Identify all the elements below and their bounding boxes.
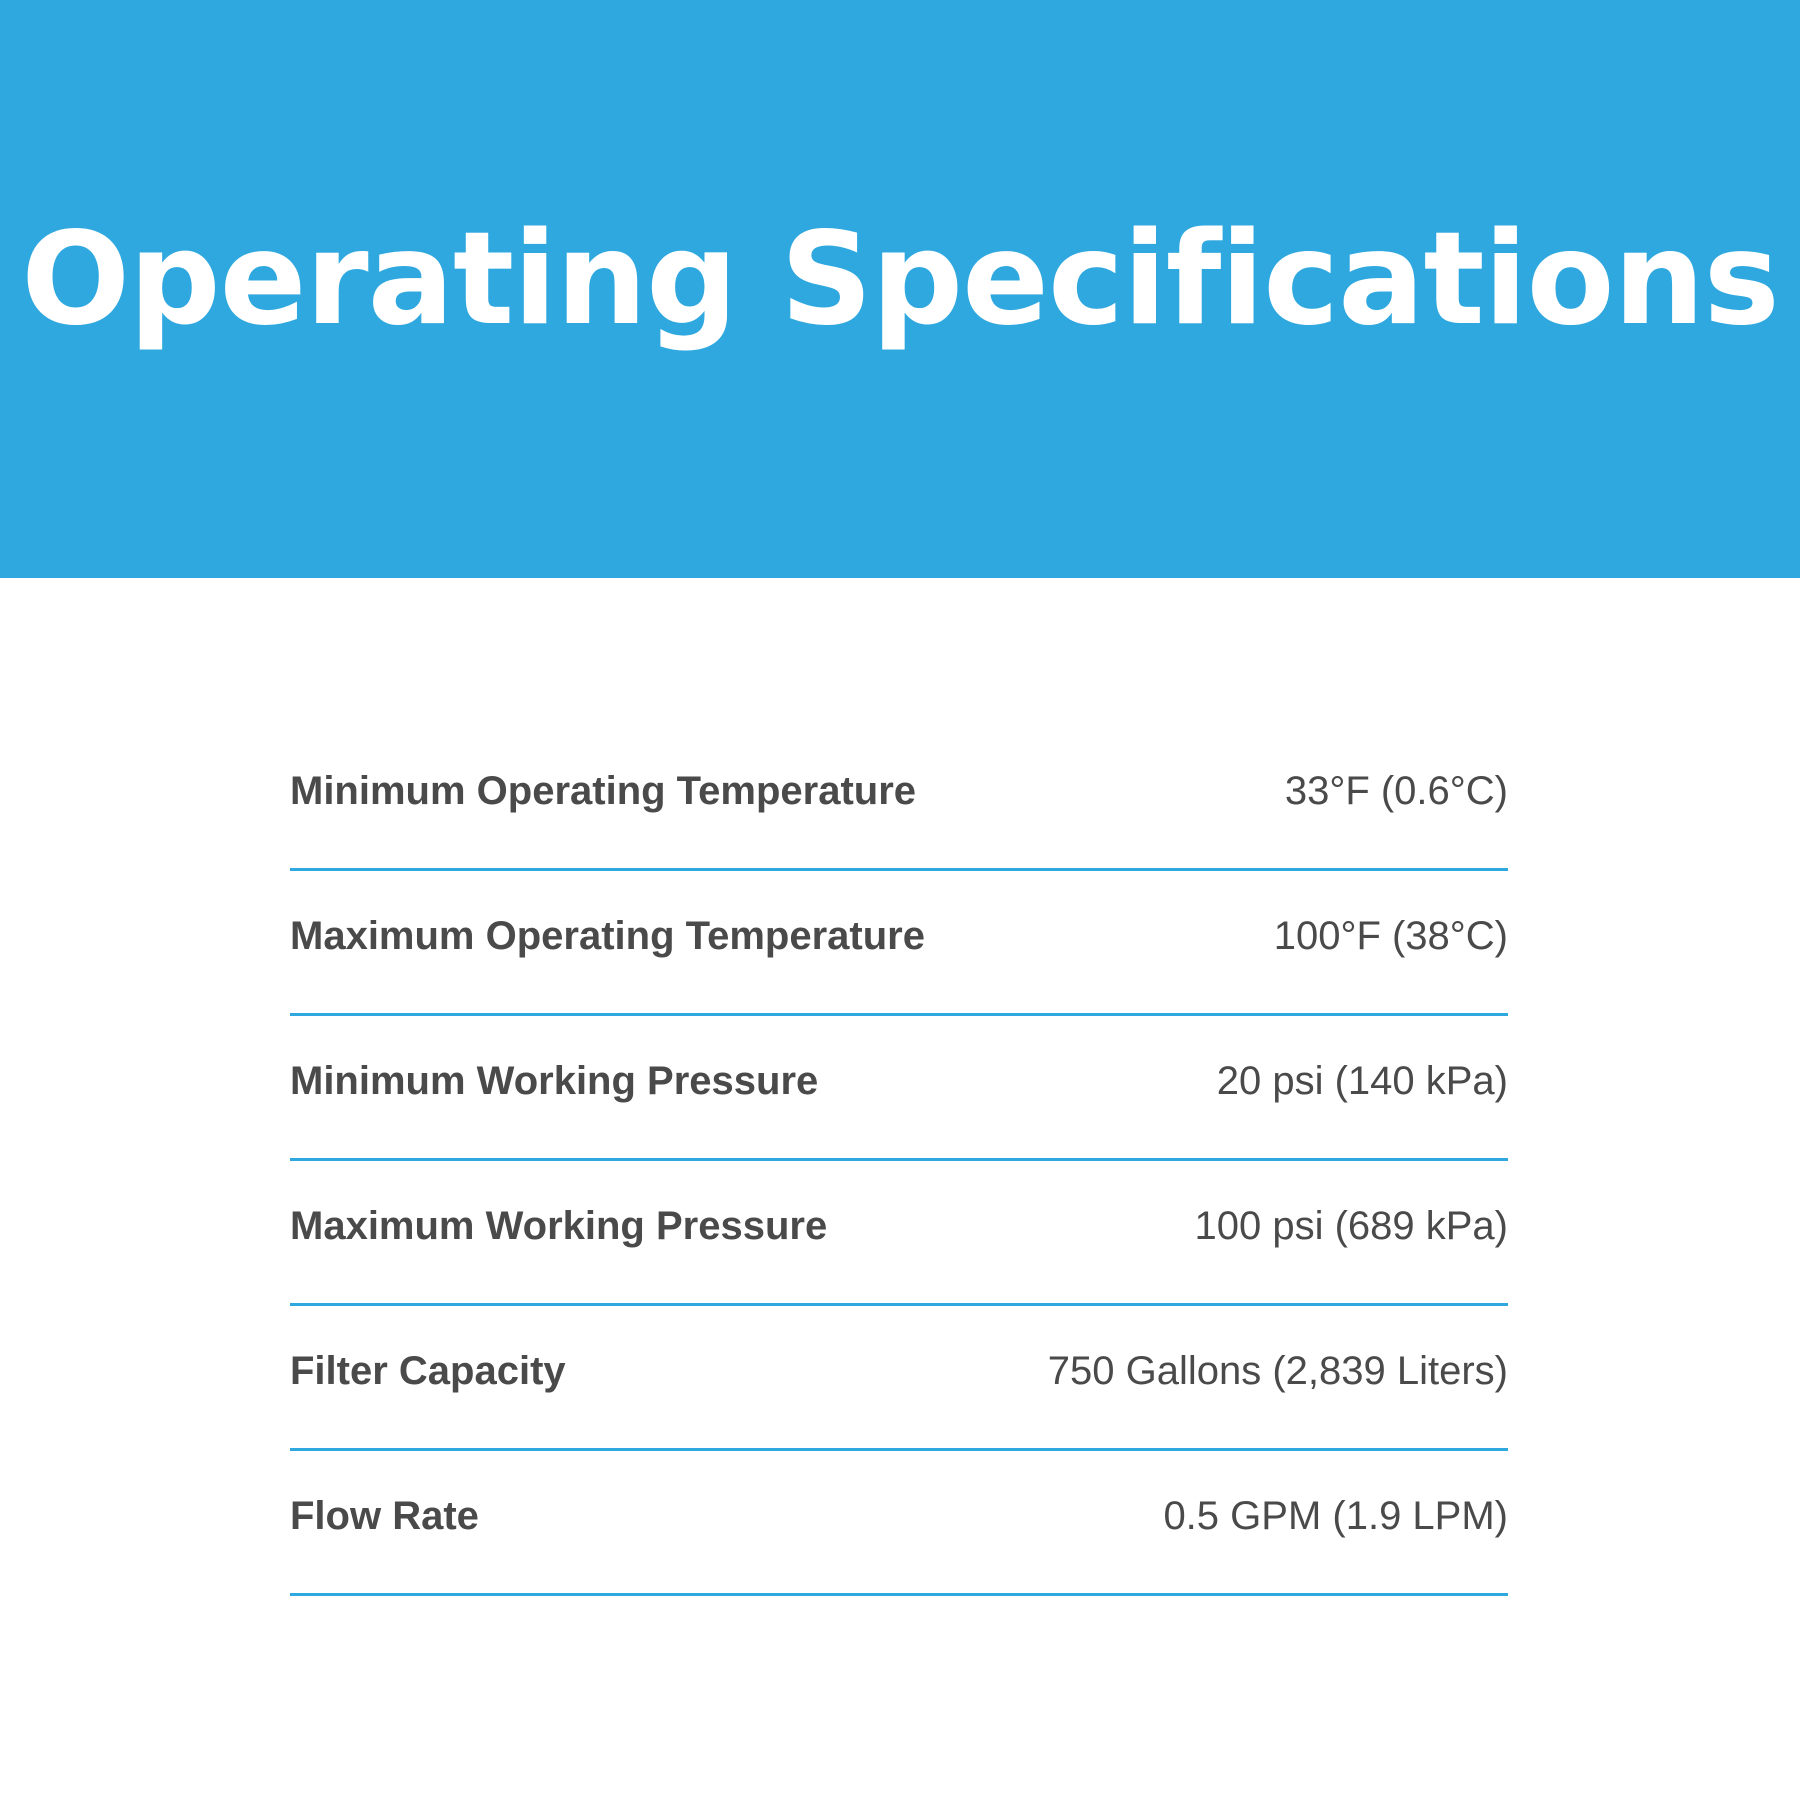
spec-value: 100°F (38°C) [1273,913,1508,958]
spec-label: Minimum Operating Temperature [290,768,917,813]
spec-label: Filter Capacity [290,1348,566,1393]
spec-row-filter-capacity [290,1306,1508,1451]
spec-value: 0.5 GPM (1.9 LPM) [1163,1493,1508,1538]
header-banner [0,0,1800,578]
spec-value: 100 psi (689 kPa) [1194,1203,1508,1248]
page-title: Operating Specifications [21,205,1779,354]
spec-value: 33°F (0.6°C) [1284,768,1508,813]
spec-row-min-working-pressure [290,1016,1508,1161]
spec-row-min-operating-temperature [290,726,1508,871]
spec-label: Maximum Operating Temperature [290,913,925,958]
spec-row-max-operating-temperature [290,871,1508,1016]
spec-row-max-working-pressure [290,1161,1508,1306]
spec-row-flow-rate [290,1451,1508,1596]
spec-label: Flow Rate [290,1493,479,1538]
spec-value: 750 Gallons (2,839 Liters) [1047,1348,1508,1393]
spec-label: Maximum Working Pressure [290,1203,828,1248]
spec-value: 20 psi (140 kPa) [1216,1058,1508,1103]
spec-table [290,726,1508,1596]
spec-label: Minimum Working Pressure [290,1058,819,1103]
